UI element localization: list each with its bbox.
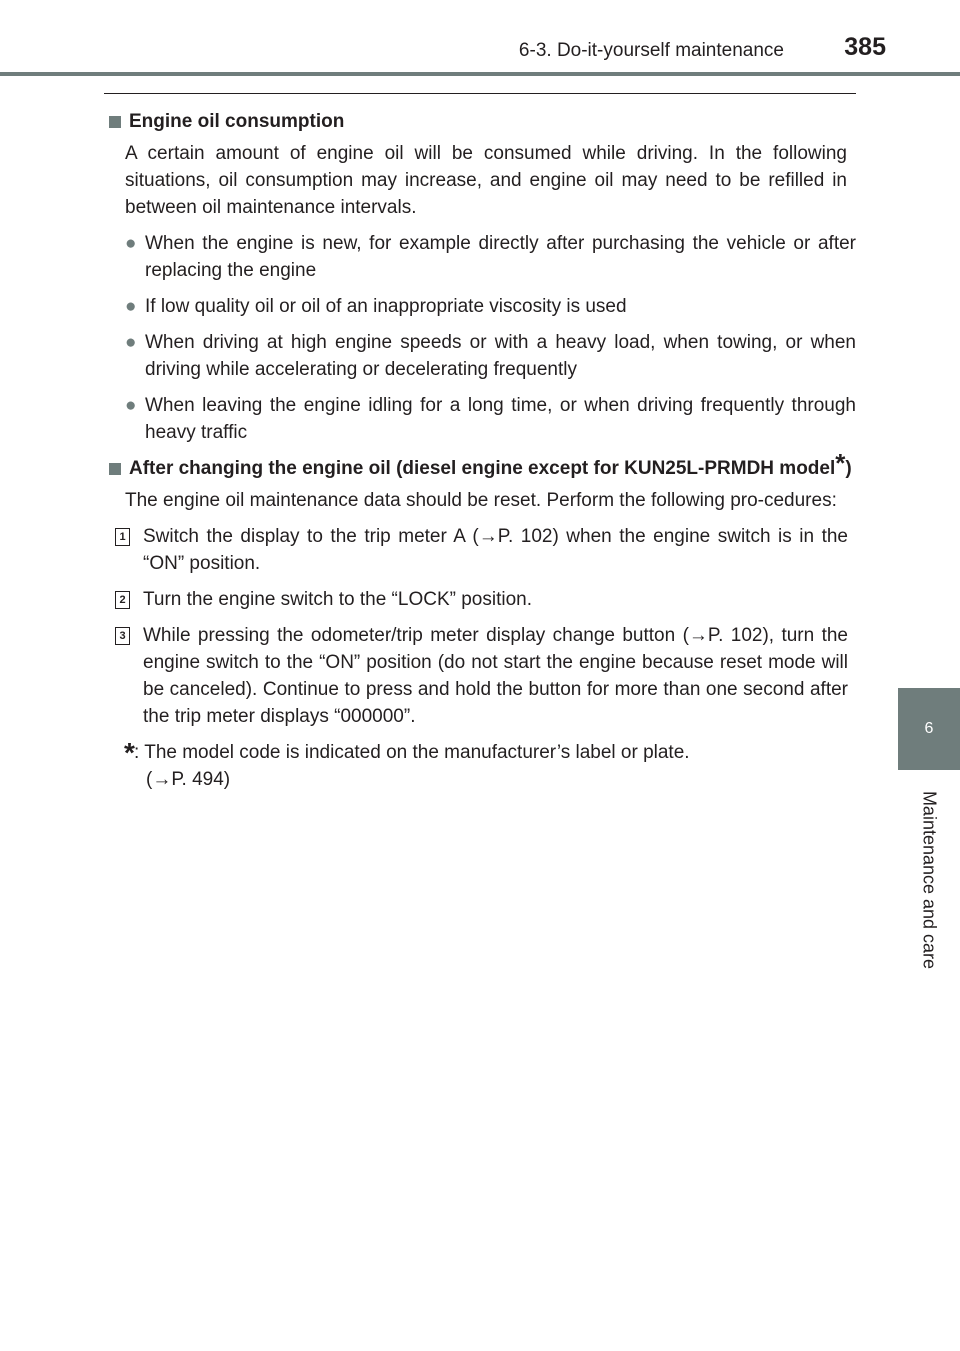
heading-text: Engine oil consumption bbox=[129, 111, 345, 132]
chapter-number: 6 bbox=[924, 720, 934, 737]
step-item bbox=[104, 622, 848, 730]
step-number: 1 bbox=[115, 528, 130, 546]
paragraph: The engine oil maintenance data should be reset. Perform the following pro-cedures: bbox=[125, 490, 837, 511]
step-number: 2 bbox=[115, 591, 130, 609]
footnote-page-ref: (→P. 494) bbox=[146, 769, 231, 790]
step-item bbox=[104, 523, 848, 577]
list-item-text: When driving at high engine speeds or with a heavy load, when towing, or when driving while accelerating or decelerating frequently bbox=[145, 332, 856, 380]
footnote-mark: * bbox=[124, 737, 135, 768]
step-number: 3 bbox=[115, 627, 130, 645]
footnote bbox=[124, 739, 856, 793]
list-item-text: If low quality oil or oil of an inappropriate viscosity is used bbox=[145, 296, 627, 317]
circle-bullet-icon: ● bbox=[125, 233, 137, 254]
list-item-text: When leaving the engine idling for a long time, or when driving frequently through heavy traffic bbox=[145, 395, 856, 443]
step-text: Turn the engine switch to the “LOCK” position. bbox=[143, 589, 532, 610]
list-item bbox=[125, 230, 856, 284]
square-bullet-icon bbox=[109, 463, 121, 475]
section-heading-oil-consumption bbox=[104, 108, 856, 135]
heading-text-end: ) bbox=[845, 458, 852, 479]
step-item bbox=[104, 586, 848, 613]
step-text: While pressing the odometer/trip meter display change button (→P. 102), turn the engine switch to the “ON” position (do not start the engine because reset mode will be canceled). Continue to press and hold the button for more than one second after the trip meter displays “000000”. bbox=[143, 625, 848, 727]
footnote-text: : The model code is indicated on the manufacturer’s label or plate. bbox=[134, 742, 690, 763]
list-item bbox=[125, 392, 856, 446]
square-bullet-icon bbox=[109, 116, 121, 128]
circle-bullet-icon: ● bbox=[125, 395, 137, 416]
circle-bullet-icon: ● bbox=[125, 296, 137, 317]
header-bar bbox=[0, 72, 960, 76]
footnote-body bbox=[134, 739, 690, 793]
chapter-label: Maintenance and care bbox=[919, 790, 940, 970]
top-rule bbox=[104, 93, 856, 94]
asterisk-mark: * bbox=[835, 448, 846, 478]
chapter-tab bbox=[898, 688, 960, 770]
step-text: Switch the display to the trip meter A (→P. 102) when the engine switch is in the “ON” position. bbox=[143, 526, 848, 574]
heading-text bbox=[129, 448, 852, 482]
circle-bullet-icon: ● bbox=[125, 332, 137, 353]
section-title: 6-3. Do-it-yourself maintenance bbox=[518, 40, 784, 61]
page-number: 385 bbox=[844, 33, 886, 61]
list-item-text: When the engine is new, for example directly after purchasing the vehicle or after replacing the engine bbox=[145, 233, 856, 281]
page-content bbox=[104, 108, 856, 793]
list-item bbox=[125, 293, 856, 320]
heading-text-main: After changing the engine oil (diesel engine except for KUN25L-PRMDH model bbox=[129, 458, 836, 479]
section-heading-after-oil-change bbox=[104, 448, 856, 482]
paragraph: A certain amount of engine oil will be consumed while driving. In the following situations, oil consumption may increase, and engine oil may need to be refilled in between oil maintenance intervals. bbox=[125, 143, 847, 218]
list-item bbox=[125, 329, 856, 383]
